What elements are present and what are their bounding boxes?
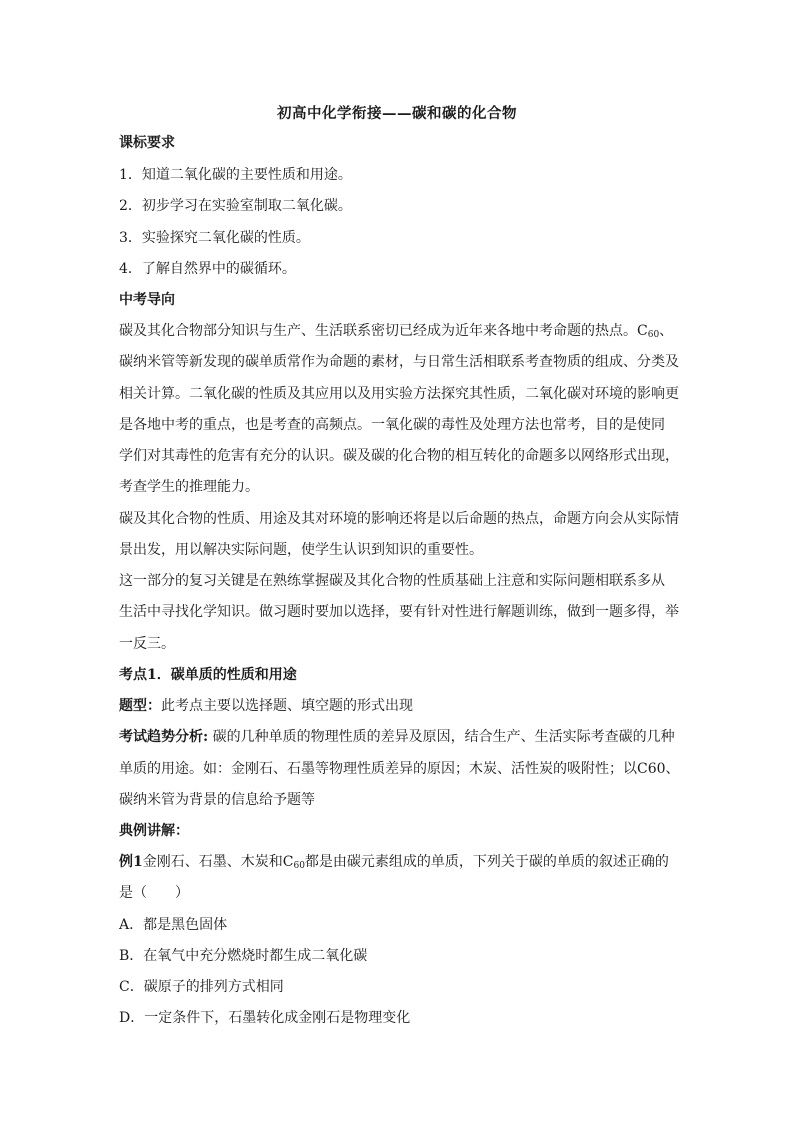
example-heading: 典例讲解： [119, 823, 189, 839]
example-question-line-1 [119, 852, 669, 872]
question-type-line [119, 696, 413, 716]
section-heading-guide: 中考导向 [119, 292, 175, 308]
standard-item-1: 1．知道二氧化碳的主要性质和用途。 [119, 167, 352, 183]
example-label: 例1 [119, 854, 143, 870]
guide-paragraph-1-line-5: 学们对其毒性的危害有充分的认识。碳及碳的化合物的相互转化的命题多以网络形式出现， [119, 448, 679, 464]
trend-analysis-line-2: 单质的用途。如：金刚石、石墨等物理性质差异的原因；木炭、活性炭的吸附性；以C60、 [119, 761, 680, 777]
example-text: 都是由碳元素组成的单质，下列关于碳的单质的叙述正确的 [304, 854, 669, 870]
trend-analysis-text: 碳的几种单质的物理性质的差异及原因，结合生产、生活实际考查碳的几种 [208, 729, 675, 745]
subscript: 60 [647, 330, 660, 340]
guide-text: 碳及其化合物部分知识与生产、生活联系密切已经成为近年来各地中考命题的热点。C [119, 323, 648, 339]
option-a: A．都是黑色固体 [119, 917, 228, 933]
guide-paragraph-2-line-2: 景出发，用以解决实际问题，使学生认识到知识的重要性。 [119, 542, 483, 558]
guide-paragraph-1-line-4: 是各地中考的重点，也是考查的高频点。一氧化碳的毒性及处理方法也常考，目的是使同 [119, 417, 665, 433]
standard-item-2: 2．初步学习在实验室制取二氧化碳。 [119, 198, 352, 214]
standard-item-4: 4．了解自然界中的碳循环。 [119, 261, 296, 277]
section-heading-standard: 课标要求 [119, 135, 175, 151]
section-heading-point-1: 考点1．碳单质的性质和用途 [119, 667, 297, 683]
trend-analysis-line-1 [119, 727, 675, 747]
example-text: 金刚石、石墨、木炭和C [142, 854, 294, 870]
guide-paragraph-1-line-2: 碳纳米管等新发现的碳单质常作为命题的素材，与日常生活相联系考查物质的组成、分类及 [119, 354, 679, 370]
trend-analysis-line-3: 碳纳米管为背景的信息给予题等 [119, 792, 315, 808]
guide-paragraph-3-line-1: 这一部分的复习关键是在熟练掌握碳及其化合物的性质基础上注意和实际问题相联系多从 [119, 573, 665, 589]
guide-paragraph-1-line-6: 考查学生的推理能力。 [119, 479, 259, 495]
standard-item-3: 3．实验探究二氧化碳的性质。 [119, 230, 310, 246]
guide-paragraph-3-line-2: 生活中寻找化学知识。做习题时要加以选择，要有针对性进行解题训练，做到一题多得，举 [119, 604, 679, 620]
guide-text: 、 [659, 323, 674, 339]
example-question-line-2: 是（ ） [119, 885, 189, 901]
guide-paragraph-2-line-1: 碳及其化合物的性质、用途及其对环境的影响还将是以后命题的热点，命题方向会从实际情 [119, 511, 679, 527]
option-d: D．一定条件下，石墨转化成金刚石是物理变化 [119, 1010, 411, 1026]
guide-paragraph-1-line-1 [119, 321, 673, 341]
question-type-label: 题型： [119, 698, 161, 714]
document-title: 初高中化学衔接——碳和碳的化合物 [277, 105, 517, 122]
subscript: 60 [293, 861, 305, 871]
option-c: C．碳原子的排列方式相同 [119, 979, 284, 995]
option-b: B．在氧气中充分燃烧时都生成二氧化碳 [119, 948, 368, 964]
question-type-text: 此考点主要以选择题、填空题的形式出现 [161, 698, 413, 714]
trend-analysis-label: 考试趋势分析: [119, 729, 209, 745]
guide-paragraph-3-line-3: 一反三。 [119, 636, 175, 652]
guide-paragraph-1-line-3: 相关计算。二氧化碳的性质及其应用以及用实验方法探究其性质，二氧化碳对环境的影响更 [119, 386, 679, 402]
